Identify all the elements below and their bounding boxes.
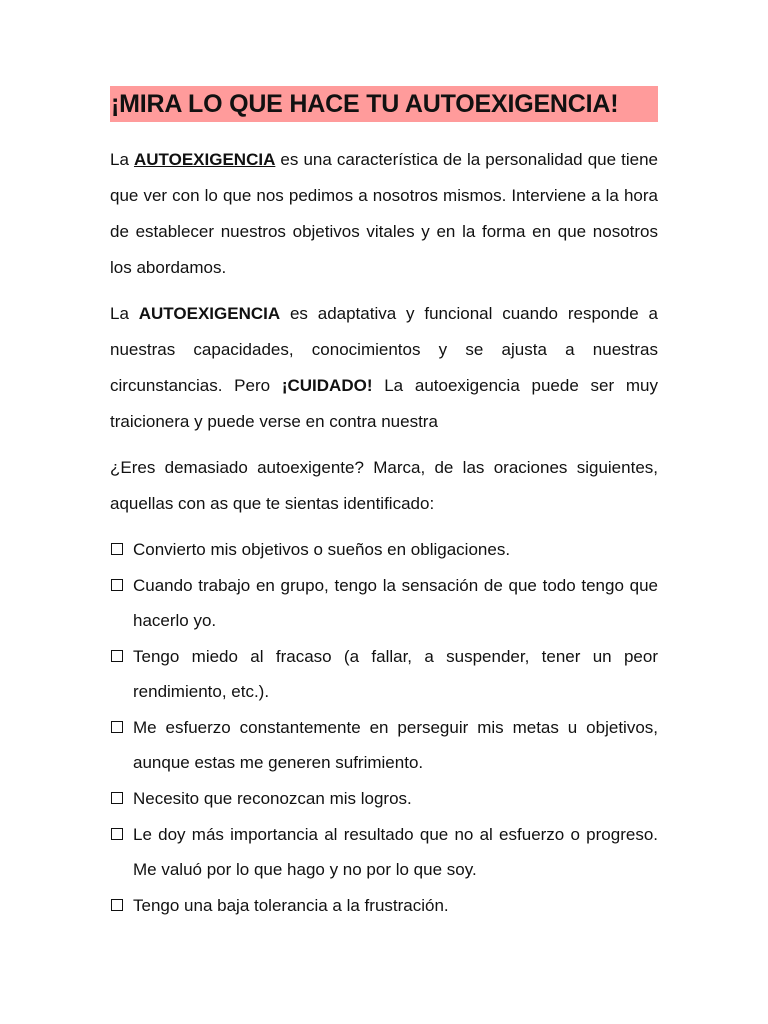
checklist <box>110 532 658 923</box>
checklist-item <box>110 639 658 709</box>
paragraph-text: La <box>110 304 139 323</box>
paragraph-text: es adaptativa y funcional cuando responde a nuestras capacidades, conocimientos y se ajusta a nuestras circunstancias. Pero <box>110 304 658 395</box>
checkbox-icon[interactable] <box>111 543 123 555</box>
checklist-item <box>110 781 658 816</box>
checklist-item <box>110 888 658 923</box>
checklist-item <box>110 710 658 780</box>
checklist-item-text: Convierto mis objetivos o sueños en obligaciones. <box>133 540 511 559</box>
checkbox-icon[interactable] <box>111 579 123 591</box>
checklist-item-text: Me esfuerzo constantemente en perseguir mis metas u objetivos, aunque estas me generen sufrimiento. <box>133 718 658 772</box>
paragraph-text: es una característica de la personalidad que tiene que ver con lo que nos pedimos a nosotros mismos. Interviene a la hora de establecer nuestros objetivos vitales y en la forma en que nosotros los abordamos. <box>110 150 658 277</box>
paragraph-text: La autoexigencia puede ser muy traicionera y puede verse en contra nuestra <box>110 376 658 431</box>
checklist-item <box>110 817 658 887</box>
document-page <box>110 86 658 924</box>
checklist-item-text: Le doy más importancia al resultado que no al esfuerzo o progreso. Me valuó por lo que hago y no por lo que soy. <box>133 825 658 879</box>
paragraph-text: La <box>110 150 134 169</box>
keyword-autoexigencia: AUTOEXIGENCIA <box>138 304 281 323</box>
paragraph-definition <box>110 142 658 286</box>
checkbox-icon[interactable] <box>111 650 123 662</box>
checkbox-icon[interactable] <box>111 792 123 804</box>
warning-text: ¡CUIDADO! <box>281 376 373 395</box>
page-title: ¡MIRA LO QUE HACE TU AUTOEXIGENCIA! <box>110 86 658 122</box>
checklist-item <box>110 532 658 567</box>
checkbox-icon[interactable] <box>111 899 123 911</box>
paragraph-adaptive <box>110 296 658 440</box>
checklist-item-text: Tengo miedo al fracaso (a fallar, a suspender, tener un peor rendimiento, etc.). <box>133 647 658 701</box>
checklist-item-text: Cuando trabajo en grupo, tengo la sensación de que todo tengo que hacerlo yo. <box>133 576 658 630</box>
checklist-item-text: Tengo una baja tolerancia a la frustración. <box>133 896 449 915</box>
checklist-item-text: Necesito que reconozcan mis logros. <box>133 789 412 808</box>
checkbox-icon[interactable] <box>111 828 123 840</box>
keyword-autoexigencia: AUTOEXIGENCIA <box>133 150 276 169</box>
checkbox-icon[interactable] <box>111 721 123 733</box>
paragraph-question: ¿Eres demasiado autoexigente? Marca, de las oraciones siguientes, aquellas con as que te sientas identificado: <box>110 458 658 513</box>
checklist-item <box>110 568 658 638</box>
